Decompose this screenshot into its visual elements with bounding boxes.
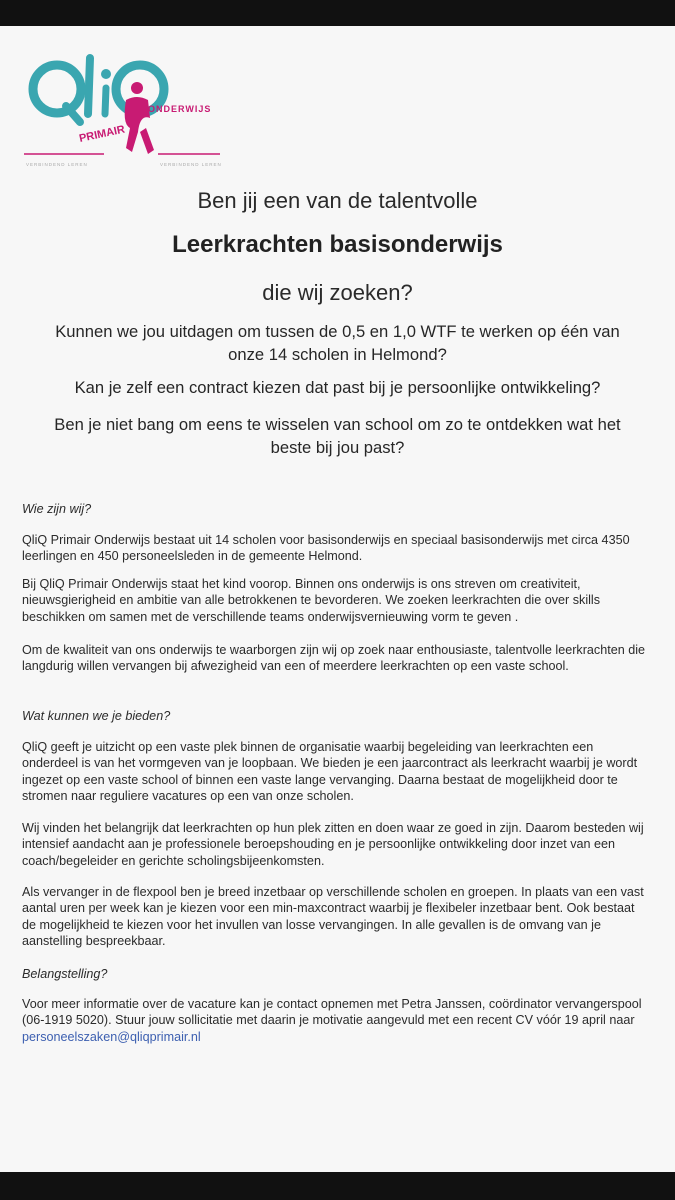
logo-sub-right: ONDERWIJS: [148, 104, 212, 114]
question-1-line-a: Kunnen we jou uitdagen om tussen de 0,5 en 1,0 WTF te werken op één van: [55, 322, 620, 341]
interest-heading: Belangstelling?: [22, 967, 108, 981]
phone-status-bar: [0, 0, 675, 26]
question-3: [20, 413, 655, 459]
who-paragraph-3: Om de kwaliteit van ons onderwijs te waarborgen zijn wij op zoek naar enthousiaste, talentvolle leerkrachten die langdurig willen vervangen bij afwezigheid van een of meerdere leerkrachten op een vaste school.: [22, 643, 646, 674]
who-paragraph-2: Bij QliQ Primair Onderwijs staat het kind voorop. Binnen ons onderwijs is ons streven om creativiteit, nieuwsgierigheid en ambitie van alle betrokkenen te bevorderen. We zoeken leerkrachten die over skills beschikken om samen met de verschillende teams onderwijsvernieuwing vorm te geven .: [22, 577, 601, 624]
offer-paragraph-3: Als vervanger in de flexpool ben je breed inzetbaar op verschillende scholen en groepen. In plaats van een vast aantal uren per week kan je kiezen voor een min-maxcontract waarbij je flexibeler inzetbaar bent. Ook bestaat de mogelijkheid te kiezen voor het invullen van losse vervangingen. In alle gevallen is de omvang van je aanstelling bespreekbaar.: [22, 885, 644, 949]
question-2: Kan je zelf een contract kiezen dat past bij je persoonlijke ontwikkeling?: [74, 378, 601, 397]
offer-paragraph-1: QliQ geeft je uitzicht op een vaste plek binnen de organisatie waarbij begeleiding van leerkrachten een onderdeel is van het vormgeven van je loopbaan. We bieden je een jaarcontract als leerkracht waarbij je wordt ingezet op een vaste school of binnen een vaste lange vervanging. Daarna bestaat de mogelijkheid door te stromen naar reguliere vacatures op een van onze scholen.: [22, 740, 638, 804]
headline-line-1: Ben jij een van de talentvolle: [197, 188, 478, 213]
logo-tagline-right: VERBINDEND LEREN: [160, 162, 222, 167]
offer-paragraph-2: Wij vinden het belangrijk dat leerkrachten op hun plek zitten en doen waar ze goed in zijn. Daarom besteden wij intensief aandacht aan je professionele beroepshouding en je persoonlijke ontwikkeling door inzet van een coach/begeleider en gerichte scholingsbijeenkomsten.: [22, 821, 644, 868]
who-heading: Wie zijn wij?: [22, 502, 92, 516]
question-3-line-a: Ben je niet bang om eens te wisselen van school om zo te ontdekken wat het: [54, 415, 621, 434]
interest-paragraph: [22, 996, 652, 1045]
phone-bottom-bar: [0, 1172, 675, 1200]
question-3-line-b: beste bij jou past?: [270, 438, 405, 457]
interest-text: Voor meer informatie over de vacature kan je contact opnemen met Petra Janssen, coördinator vervangerspool (06-1919 5020). Stuur jouw sollicitatie met daarin je motivatie aangevuld met een recent CV vóór 19 april naar: [22, 997, 642, 1028]
headline-line-3: die wij zoeken?: [262, 280, 413, 305]
question-1: [20, 320, 655, 366]
qliq-logo: [22, 44, 222, 174]
question-1-line-b: onze 14 scholen in Helmond?: [228, 345, 447, 364]
logo-sub-left: PRIMAIR: [78, 123, 127, 145]
who-paragraph-1: QliQ Primair Onderwijs bestaat uit 14 scholen voor basisonderwijs en speciaal basisonderwijs met circa 4350 leerlingen en 450 personeelsleden in de gemeente Helmond.: [22, 533, 630, 564]
offer-heading: Wat kunnen we je bieden?: [22, 709, 171, 723]
qliq-logo-graphic: [22, 44, 222, 174]
email-link[interactable]: personeelszaken@qliqprimair.nl: [22, 1029, 201, 1044]
headline-job-title: Leerkrachten basisonderwijs: [172, 231, 503, 258]
logo-tagline-left: VERBINDEND LEREN: [26, 162, 88, 167]
